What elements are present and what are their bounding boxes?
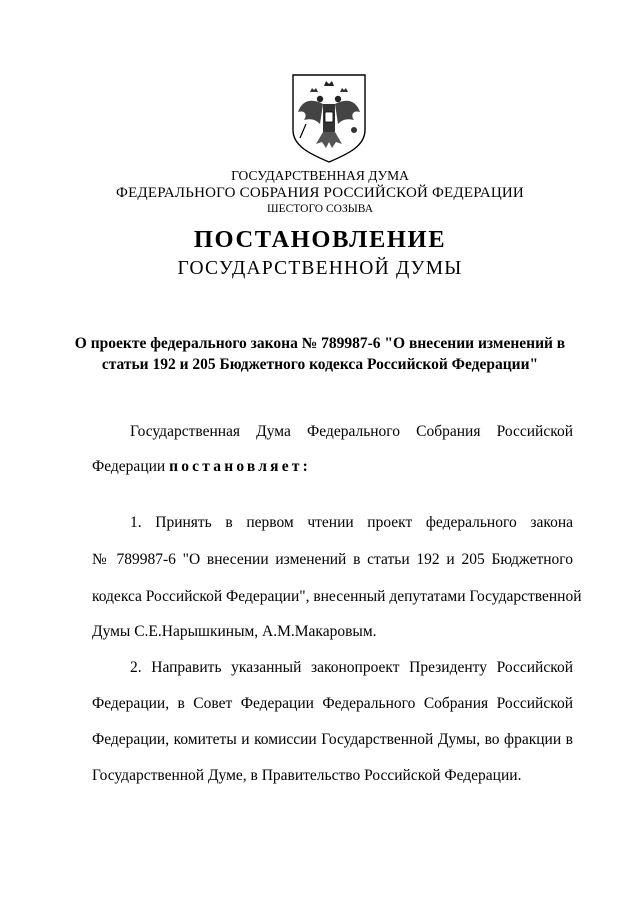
item-2-line-4: Государственной Думе, в Правительство Российской Федерации.	[92, 767, 522, 784]
item-2-line-2: Федерации, в Совет Федерации Федерального Собрания Российской	[92, 695, 573, 712]
preamble-line-2-text: Федерации	[92, 458, 170, 475]
item-1-line-1: 1. Принять в первом чтении проект федерального закона	[130, 514, 573, 531]
issuing-authority: ГОСУДАРСТВЕННОЙ ДУМЫ	[177, 258, 463, 279]
item-1-line-4: Думы С.Е.Нарышкиным, А.М.Макаровым.	[92, 623, 377, 640]
item-1-line-3: кодекса Российской Федерации", внесенный депутатами Государственной	[92, 588, 582, 605]
item-1-line-2: № 789987-6 "О внесении изменений в статьи 192 и 205 Бюджетного	[92, 551, 573, 568]
convocation-label: ШЕСТОГО СОЗЫВА	[266, 203, 374, 215]
subject-line-2: статьи 192 и 205 Бюджетного кодекса Российской Федерации"	[101, 356, 539, 373]
document-type-title: ПОСТАНОВЛЕНИЕ	[193, 226, 447, 253]
item-2-line-3: Федерации, комитеты и комиссии Государственной Думы, во фракции в	[92, 731, 573, 748]
organization-line-2: ФЕДЕРАЛЬНОГО СОБРАНИЯ РОССИЙСКОЙ ФЕДЕРАЦИИ	[116, 185, 524, 201]
coat-of-arms-icon	[290, 72, 368, 164]
preamble-line-2	[92, 456, 573, 478]
subject-line-1: О проекте федерального закона № 789987-6 "О внесении изменений в	[74, 335, 566, 352]
document-subject	[0, 333, 640, 375]
preamble-line-1: Государственная Дума Федерального Собрания Российской	[130, 423, 573, 440]
organization-line-1: ГОСУДАРСТВЕННАЯ ДУМА	[231, 168, 409, 183]
item-2-line-1: 2. Направить указанный законопроект Президенту Российской	[130, 659, 573, 676]
decree-word: постановляет:	[169, 458, 311, 475]
